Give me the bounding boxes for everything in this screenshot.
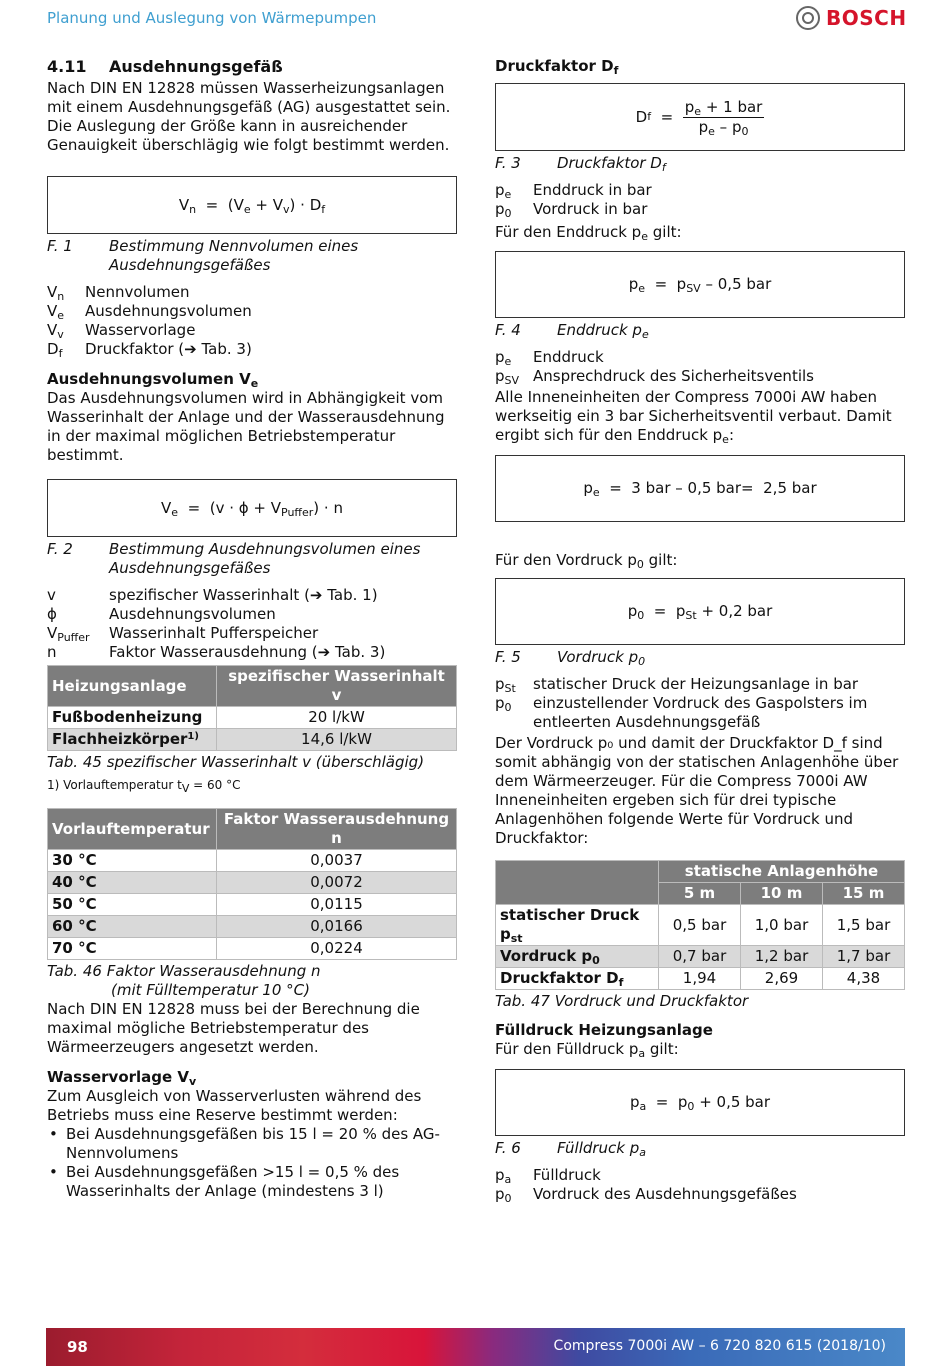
table-header: statische Anlagenhöhe (659, 861, 905, 883)
intro-paragraph: Nach DIN EN 12828 müssen Wasserheizungsanlagen mit einem Ausdehnungsgefäß (AG) ausgestattet sein. Die Auslegung der Größe kann in ausreichender Genauigkeit überschlägig wie folgt bestimmt werden. (47, 79, 451, 154)
formula-f2: $V_e = (v \cdot \phi + V_{Puffer}) \cdot n$ (161, 498, 343, 519)
vv-paragraph: Zum Ausgleich von Wasserverlusten während des Betriebs muss eine Reserve bestimmt werden: (47, 1087, 422, 1124)
ve-paragraph: Das Ausdehnungsvolumen wird in Abhängigkeit vom Wasserinhalt der Anlage und der Wasserausdehnung in der maximal möglichen Betriebstemperatur bestimmt. (47, 389, 445, 464)
f3-caption: F. 3 Druckfaktor $D_f$ (495, 154, 666, 174)
formula-f5: $p_0 = p_{St} + 0,2$ bar (627, 602, 773, 622)
table-45-caption: Tab. 45 spezifischer Wasserinhalt v (überschlägig) (47, 753, 425, 771)
table-row: 70 °C 0,0224 (48, 938, 457, 960)
vordruck-paragraph: Der Vordruck p₀ und damit der Druckfaktor D_f sind somit abhängig von der statischen Anlagenhöhe über dem Wärmeerzeuger. Für die Compress 7000i AW Inneneinheiten ergeben sich für drei typische Anlagenhöhen folgende Werte für Vordruck und Druckfaktor: (495, 734, 899, 847)
pe-intro: Für den Enddruck $p_e$ gilt: (495, 223, 682, 243)
f1-definitions: $V_n$ Nennvolumen $V_e$ Ausdehnungsvolumen $V_v$ Wasservorlage $D_f$ Druckfaktor (➔ Tab. 3) (47, 283, 252, 360)
formula-f6: $p_a = p_0 + 0,5$ bar (629, 1093, 771, 1113)
f2-definitions: v spezifischer Wasserinhalt (➔ Tab. 1) ϕ Ausdehnungsvolumen $V_{Puffer}$ Wasserinhalt Pufferspeicher n Faktor Wasserausdehnung (➔ Tab. 3) (47, 586, 386, 661)
formula-f5-box (495, 578, 905, 645)
bosch-logo-text: BOSCH (826, 6, 907, 30)
formula-f1: $V_n = (V_e + V_v) \cdot D_f$ (178, 195, 326, 216)
ve-heading: Ausdehnungsvolumen $V_e$ (47, 370, 259, 390)
compress-paragraph: Alle Inneneinheiten der Compress 7000i AW haben werkseitig ein 3 bar Sicherheitsventil verbaut. Damit ergibt sich für den Enddruck $p_e$: (495, 388, 892, 446)
fuelldruck-heading: Fülldruck Heizungsanlage (495, 1021, 713, 1039)
table-header: spezifischer Wasserinhalt v (217, 666, 457, 707)
table-row: Druckfaktor $D_f$ 1,94 2,69 4,38 (496, 968, 905, 990)
formula-f6-box (495, 1069, 905, 1136)
vv-bullet-list (47, 1125, 459, 1201)
f2-caption: F. 2 Bestimmung Ausdehnungsvolumen eines Ausdehnungsgefäßes (47, 540, 421, 577)
f5-definitions: $p_{St}$ statischer Druck der Heizungsanlage in bar $p_0$ einzustellender Vordruck des Gaspolsters im entleerten Ausdehnungsgefäß (495, 675, 868, 731)
f3-definitions: $p_e$ Enddruck in bar $p_0$ Vordruck in bar (495, 181, 652, 220)
table-47 (495, 860, 905, 990)
vv-heading: Wasservorlage $V_v$ (47, 1068, 197, 1088)
formula-pe-result-box (495, 455, 905, 522)
page-header-title: Planung und Auslegung von Wärmepumpen (47, 9, 377, 27)
f6-caption: F. 6 Fülldruck $p_a$ (495, 1139, 647, 1159)
table-row: 50 °C 0,0115 (48, 894, 457, 916)
table-45 (47, 665, 457, 751)
f6-definitions: $p_a$ Fülldruck $p_0$ Vordruck des Ausdehnungsgefäßes (495, 1166, 797, 1205)
table-header: Vorlauftemperatur (48, 809, 217, 850)
pa-intro: Für den Fülldruck $p_a$ gilt: (495, 1040, 679, 1060)
table-header: 10 m (741, 883, 823, 905)
f4-caption: F. 4 Enddruck $p_e$ (495, 321, 649, 341)
f5-caption: F. 5 Vordruck $p_0$ (495, 648, 646, 668)
table-header: 5 m (659, 883, 741, 905)
f1-caption: F. 1 Bestimmung Nennvolumen eines Ausdehnungsgefäßes (47, 237, 359, 274)
p0-intro: Für den Vordruck $p_0$ gilt: (495, 551, 678, 571)
table-46 (47, 808, 457, 960)
table-row: 60 °C 0,0166 (48, 916, 457, 938)
table-row: Fußbodenheizung 20 l/kW (48, 707, 457, 729)
formula-f4: $p_e = p_{SV} - 0,5$ bar (628, 275, 772, 295)
df-heading: Druckfaktor $D_f$ (495, 57, 619, 77)
bosch-logo (796, 6, 907, 30)
f4-definitions: $p_e$ Enddruck $p_{SV}$ Ansprechdruck des Sicherheitsventils (495, 348, 814, 387)
page-number: 98 (67, 1338, 88, 1356)
table-46-caption: Tab. 46 Faktor Wasserausdehnung n (mit Fülltemperatur 10 °C) (47, 962, 321, 999)
list-item: • Bei Ausdehnungsgefäßen bis 15 l = 20 % des AG-Nennvolumens (47, 1125, 459, 1163)
formula-f1-box (47, 176, 457, 234)
table-header: Faktor Wasserausdehnung n (217, 809, 457, 850)
formula-pe-result: $p_e = 3$ bar – 0,5 bar= 2,5 bar (583, 479, 817, 499)
table-45-footnote: 1) Vorlauftemperatur $t_V = 60$ °C (47, 778, 241, 795)
footer-doc-info: Compress 7000i AW – 6 720 820 615 (2018/10) (553, 1338, 886, 1354)
left-column (47, 57, 459, 1201)
table-row: 40 °C 0,0072 (48, 872, 457, 894)
bosch-armature-icon (796, 6, 820, 30)
formula-f3-box (495, 83, 905, 151)
right-column (495, 57, 907, 1204)
formula-f3: D f = $\frac{p_e + 1 bar}{p_e - p_0}$ (635, 97, 763, 138)
table-row: 30 °C 0,0037 (48, 850, 457, 872)
section-heading: 4.11 Ausdehnungsgefäß (47, 57, 283, 76)
formula-f2-box (47, 479, 457, 537)
table-header: 15 m (823, 883, 905, 905)
table-47-caption: Tab. 47 Vordruck und Druckfaktor (495, 992, 749, 1010)
table-row: Vordruck $p_0$ 0,7 bar 1,2 bar 1,7 bar (496, 946, 905, 968)
table-header: Heizungsanlage (48, 666, 217, 707)
formula-f4-box (495, 251, 905, 318)
after-table-46-paragraph: Nach DIN EN 12828 muss bei der Berechnung die maximal mögliche Betriebstemperatur des Wärmeerzeugers angesetzt werden. (47, 1000, 420, 1056)
table-row: statischer Druck $p_{st}$ 0,5 bar 1,0 bar 1,5 bar (496, 905, 905, 946)
list-item: • Bei Ausdehnungsgefäßen >15 l = 0,5 % des Wasserinhalts der Anlage (mindestens 3 l) (47, 1163, 459, 1201)
table-row: Flachheizkörper$^{1)}$ 14,6 l/kW (48, 729, 457, 751)
